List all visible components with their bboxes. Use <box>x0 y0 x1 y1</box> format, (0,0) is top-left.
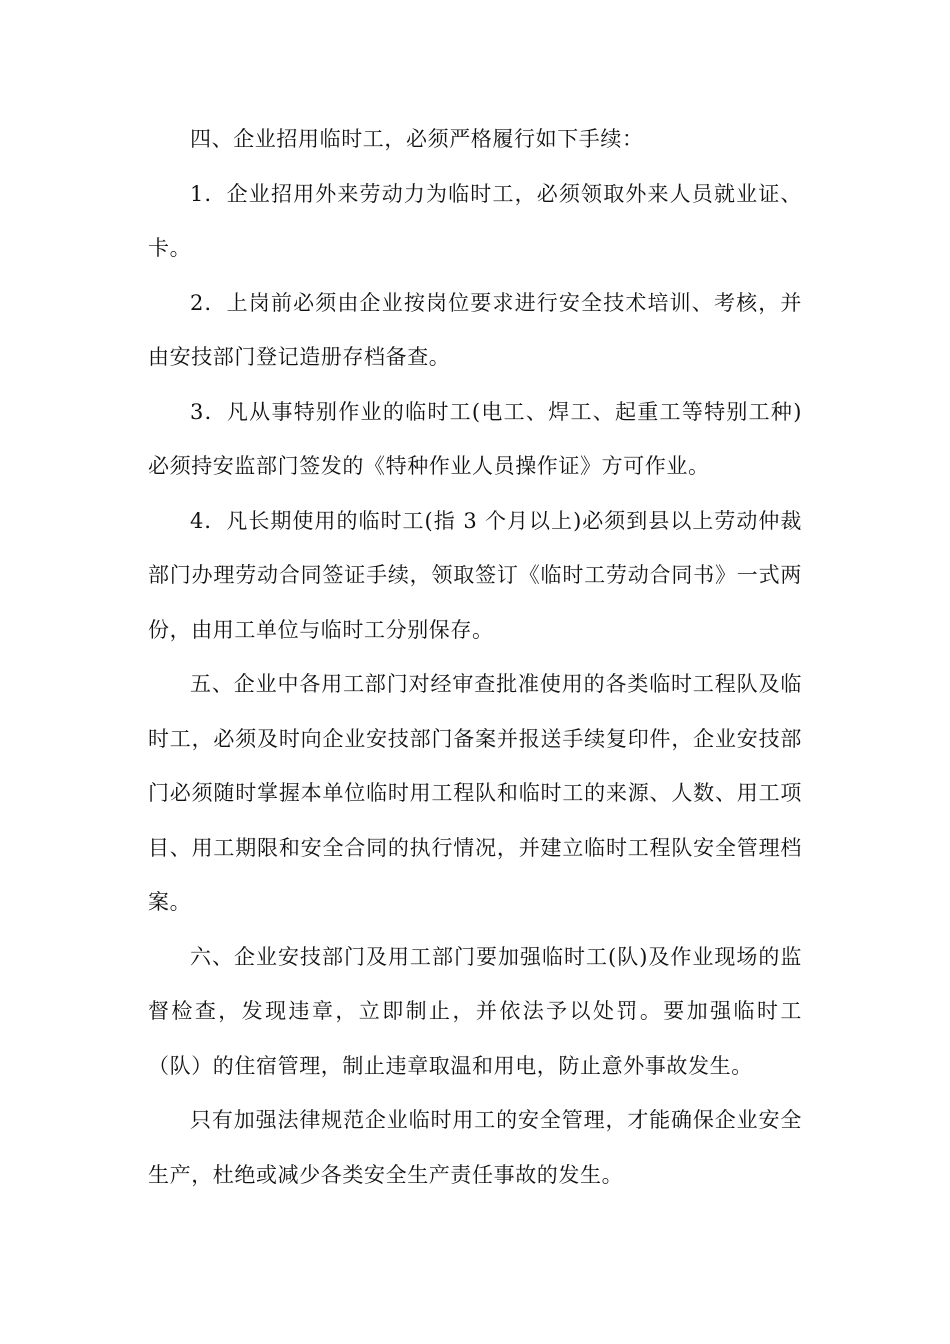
paragraph-section-six: 六、企业安技部门及用工部门要加强临时工(队)及作业现场的监督检查，发现违章，立即制止，并依法予以处罚。要加强临时工（队）的住宿管理，制止违章取温和用电，防止意外事故发生。 <box>148 944 802 1078</box>
paragraph-section-four-intro: 四、企业招用临时工，必须严格履行如下手续： <box>190 127 644 151</box>
paragraph-section-five: 五、企业中各用工部门对经审查批准使用的各类临时工程队及临时工，必须及时向企业安技部门备案并报送手续复印件，企业安技部门必须随时掌握本单位临时用工程队和临时工的来源、人数、用工项目、用工期限和安全合同的执行情况，并建立临时工程队安全管理档案。 <box>148 672 802 914</box>
document-body <box>148 112 802 1202</box>
paragraph-item-3: 3．凡从事特别作业的临时工(电工、焊工、起重工等特别工种)必须持安监部门签发的《特种作业人员操作证》方可作业。 <box>148 399 802 478</box>
paragraph-item-4: 4．凡长期使用的临时工(指 3 个月以上)必须到县以上劳动仲裁部门办理劳动合同签证手续，领取签订《临时工劳动合同书》一式两份，由用工单位与临时工分别保存。 <box>148 508 802 642</box>
paragraph-conclusion: 只有加强法律规范企业临时用工的安全管理，才能确保企业安全生产，杜绝或减少各类安全生产责任事故的发生。 <box>148 1108 802 1187</box>
paragraph-item-2: 2．上岗前必须由企业按岗位要求进行安全技术培训、考核，并由安技部门登记造册存档备查。 <box>148 290 802 369</box>
paragraph-item-1: 1．企业招用外来劳动力为临时工，必须领取外来人员就业证、卡。 <box>148 181 802 260</box>
